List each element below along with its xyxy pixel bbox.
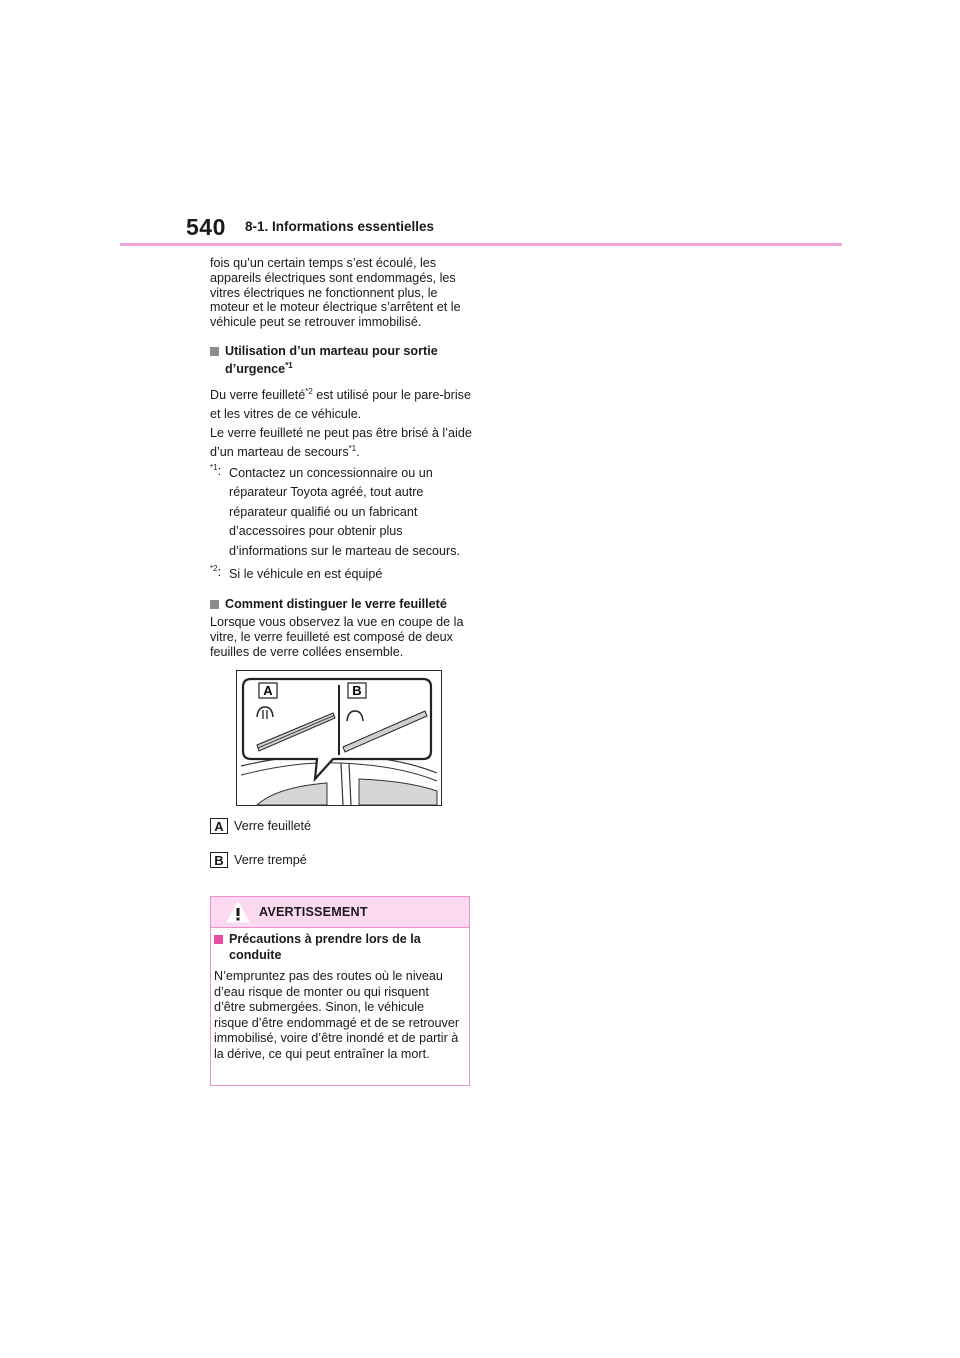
section1-paragraph-2: Le verre feuilleté ne peut pas être brisé à l’aide d’un marteau de secours$^{*1}$.	[210, 425, 472, 459]
page-number: 540	[186, 214, 226, 240]
warning-title: AVERTISSEMENT	[259, 905, 368, 919]
footnote-2-text: Si le véhicule en est équipé	[229, 567, 383, 582]
section-title: 8-1. Informations essentielles	[245, 219, 435, 234]
section-heading-laminated-glass	[210, 597, 472, 613]
section-heading-emergency-hammer	[210, 344, 472, 378]
section2-title: Comment distinguer le verre feuilleté	[225, 596, 447, 611]
legend-text-b: Verre trempé	[234, 853, 307, 867]
section2-paragraph: Lorsque vous observez la vue en coupe de la vitre, le verre feuilleté est composé de deux feuilles de verre collées ensemble.	[210, 614, 464, 659]
page-header	[0, 0, 960, 250]
glass-diagram-svg	[237, 671, 441, 805]
legend-key-b: B	[210, 852, 228, 868]
square-bullet-icon	[210, 347, 219, 356]
glass-cross-section-illustration	[236, 670, 442, 806]
legend-text-a: Verre feuilleté	[234, 819, 312, 833]
warning-header	[211, 897, 469, 928]
footnote-mark: *1	[210, 462, 218, 472]
legend-item-a	[210, 818, 311, 834]
warning-text: N’empruntez pas des routes où le niveau d’eau risque de monter ou qui risquent d’être submergées. Sinon, le véhicule risque d’être endommagé et de se retrouver immobilisé, voire d’être inondé et de partir à la dérive, ce qui peut entraîner la mort.	[214, 969, 460, 1061]
main-column	[210, 256, 472, 665]
footnote-1-text: Contactez un concessionnaire ou un réparateur Toyota agréé, tout autre réparateur qualifié ou un fabricant d’accessoires pour obtenir plus d’informations sur le marteau de secours.	[229, 465, 460, 558]
footnote-ref: *1	[285, 360, 293, 370]
warning-triangle-icon	[226, 901, 250, 923]
footnote-mark: *2	[210, 564, 218, 574]
section1-paragraph-1: Du verre feuilleté$^{*2}$ est utilisé pour le pare-brise et les vitres de ce véhicule.	[210, 386, 471, 421]
warning-box	[210, 896, 470, 1086]
legend-key-a: A	[210, 818, 228, 834]
label-b: B	[352, 683, 362, 698]
warning-body	[211, 928, 469, 1062]
warning-subtitle: Précautions à prendre lors de la conduite	[229, 932, 421, 962]
warning-subheading	[214, 932, 461, 963]
footnote-ref: *1	[348, 443, 357, 453]
pink-square-bullet-icon	[214, 935, 223, 944]
footnote-ref: *2	[305, 386, 313, 396]
legend-item-b	[210, 852, 307, 868]
footnote-1: $^{*1}$: Contactez un concessionnaire ou un réparateur Toyota agréé, tout autre réparateur qualifié ou un fabricant d’accessoires pour obtenir plus d’informations sur le marteau de secours.	[210, 464, 472, 562]
square-bullet-icon	[210, 600, 219, 609]
intro-paragraph: fois qu’un certain temps s’est écoulé, les appareils électriques sont endommagés, les vitres électriques ne fonctionnent plus, le moteur et le moteur électrique s’arrêtent et le véhicule peut se retrouver immobilisé.	[210, 256, 461, 330]
label-a: A	[263, 683, 273, 698]
section1-title: Utilisation d’un marteau pour sortie d’urgence	[225, 343, 438, 376]
header-divider	[120, 243, 842, 246]
footnote-2: $^{*2}$: Si le véhicule en est équipé	[210, 565, 472, 585]
